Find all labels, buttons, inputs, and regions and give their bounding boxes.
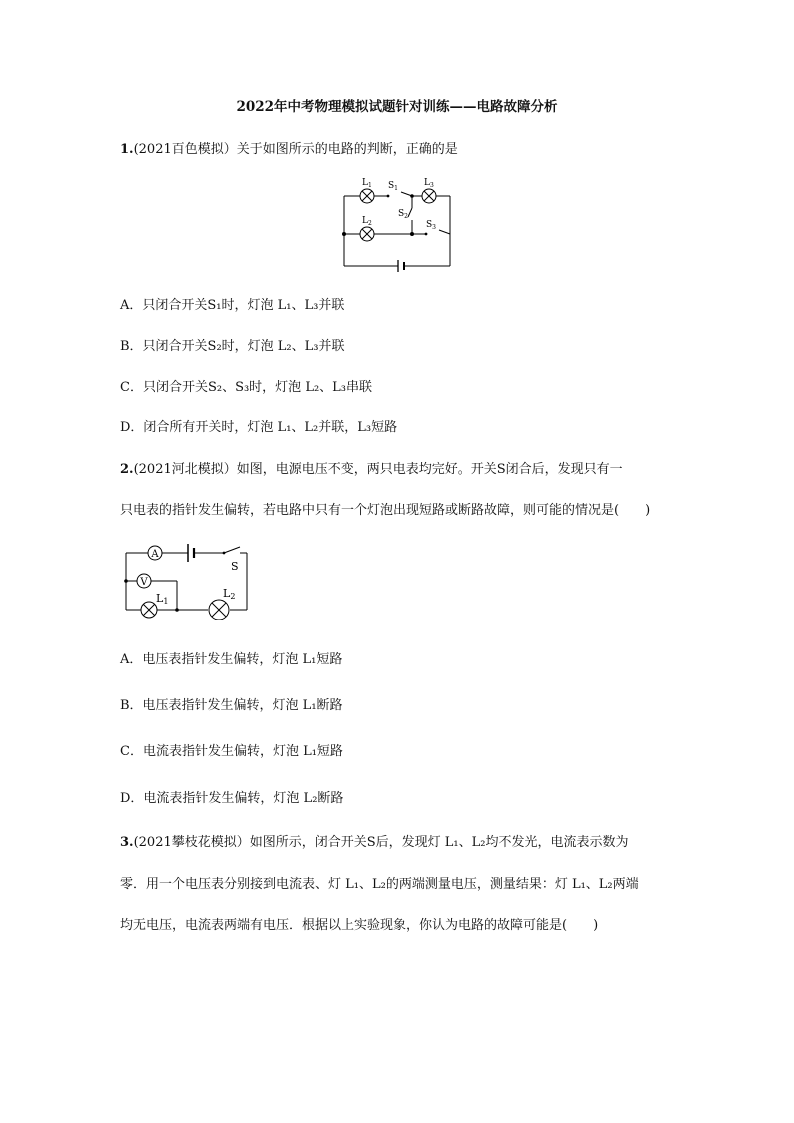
question-text: (2021攀枝花模拟）如图所示，闭合开关S后，发现灯 L₁、L₂均不发光，电流表示数为 — [133, 835, 629, 850]
question-3-stem-line2: 零．用一个电压表分别接到电流表、灯 L₁、L₂的两端测量电压，测量结果：灯 L₁、L₂两端 — [120, 877, 639, 892]
question-text: (2021河北模拟）如图，电源电压不变，两只电表均完好。开关S闭合后，发现只有一 — [133, 462, 623, 477]
question-3-stem-line3: 均无电压，电流表两端有电压．根据以上实验现象，你认为电路的故障可能是( ) — [120, 918, 599, 933]
svg-text:S: S — [231, 560, 239, 573]
option-d: D．闭合所有开关时，灯泡 L₁、L₂并联，L₃短路 — [120, 420, 398, 435]
question-text: (2021百色模拟）关于如图所示的电路的判断，正确的是 — [133, 142, 458, 157]
svg-text:S2: $S_2$ — [398, 209, 408, 220]
svg-text:S3: $S_3$ — [426, 220, 436, 231]
question-1-stem — [120, 143, 458, 156]
option-c: C．电流表指针发生偏转，灯泡 L₁短路 — [120, 744, 343, 759]
option-d: D．电流表指针发生偏转，灯泡 L₂断路 — [120, 791, 344, 806]
svg-text:L1: $L_1$ — [362, 178, 372, 189]
option-a: A．只闭合开关S₁时，灯泡 L₁、L₃并联 — [120, 298, 345, 313]
svg-text:A: A — [151, 549, 159, 560]
option-c: C．只闭合开关S₂、S₃时，灯泡 L₂、L₃串联 — [120, 380, 373, 395]
svg-text:L2: L2 — [223, 587, 236, 601]
svg-text:S1: $S_1$ — [388, 181, 398, 192]
question-number: 1. — [120, 142, 134, 157]
option-a: A．电压表指针发生偏转，灯泡 L₁短路 — [120, 652, 343, 667]
circuit-diagram-2 — [120, 540, 260, 620]
svg-text:L2: $L_2$ — [362, 216, 372, 227]
question-2-stem-line2: 只电表的指针发生偏转，若电路中只有一个灯泡出现短路或断路故障，则可能的情况是( ) — [120, 503, 651, 518]
question-number: 3. — [120, 835, 134, 850]
svg-text:L3: $L_3$ — [424, 178, 434, 189]
svg-text:L1: L1 — [156, 592, 169, 606]
option-b: B．电压表指针发生偏转，灯泡 L₁断路 — [120, 698, 343, 713]
circuit-diagram-1 — [334, 172, 474, 272]
question-number: 2. — [120, 462, 134, 477]
option-b: B．只闭合开关S₂时，灯泡 L₂、L₃并联 — [120, 339, 345, 354]
page-title: 2022年中考物理模拟试题针对训练——电路故障分析 — [236, 99, 558, 115]
svg-text:V: V — [140, 577, 148, 588]
question-3-stem-line1 — [120, 836, 628, 849]
question-2-stem-line1 — [120, 463, 623, 476]
